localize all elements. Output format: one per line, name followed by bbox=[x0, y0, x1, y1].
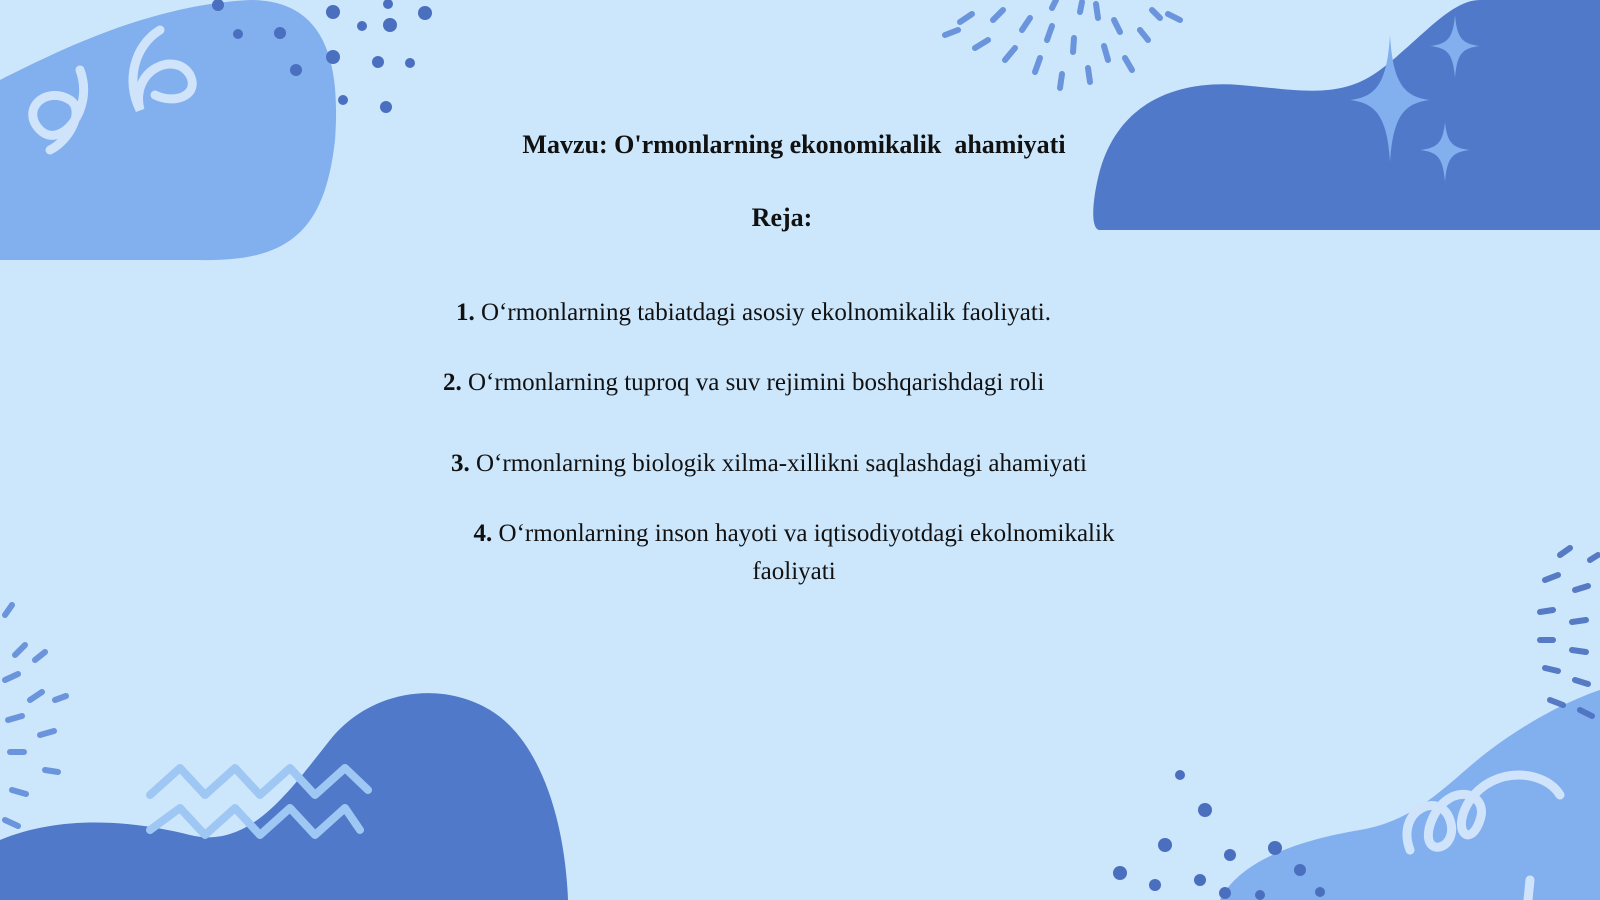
plan-item-number: 3. bbox=[451, 450, 470, 477]
top-right-blob bbox=[1093, 0, 1600, 230]
plan-item-text: O‘rmonlarning tabiatdagi asosiy ekolnomikalik faoliyati. bbox=[481, 299, 1052, 326]
plan-item-text: O‘rmonlarning inson hayoti va iqtisodiyotdagi ekolnomikalik faoliyati bbox=[498, 520, 1115, 585]
left-burst-dashes bbox=[5, 605, 66, 826]
plan-item-number: 2. bbox=[443, 369, 462, 396]
plan-item-number: 4. bbox=[473, 520, 493, 547]
plan-item-number: 1. bbox=[456, 299, 475, 326]
plan-heading: Reja: bbox=[751, 203, 813, 232]
top-burst-dashes bbox=[945, 0, 1180, 88]
slide-title: Mavzu: O'rmonlarning ekonomikalik ahamiyati bbox=[522, 130, 1066, 159]
bottom-right-blob bbox=[1220, 690, 1600, 900]
plan-item-3 bbox=[451, 445, 1087, 483]
plan-item-4 bbox=[444, 515, 1144, 591]
plan-item-text: O‘rmonlarning tuproq va suv rejimini boshqarishdagi roli bbox=[468, 369, 1045, 396]
plan-item-text: O‘rmonlarning biologik xilma-xillikni saqlashdagi ahamiyati bbox=[476, 450, 1087, 477]
plan-item-1 bbox=[456, 294, 1051, 332]
accent-stroke bbox=[1528, 880, 1530, 900]
plan-item-2 bbox=[443, 364, 1044, 402]
right-burst-dashes bbox=[1540, 548, 1598, 716]
bottom-left-blob bbox=[0, 693, 568, 900]
